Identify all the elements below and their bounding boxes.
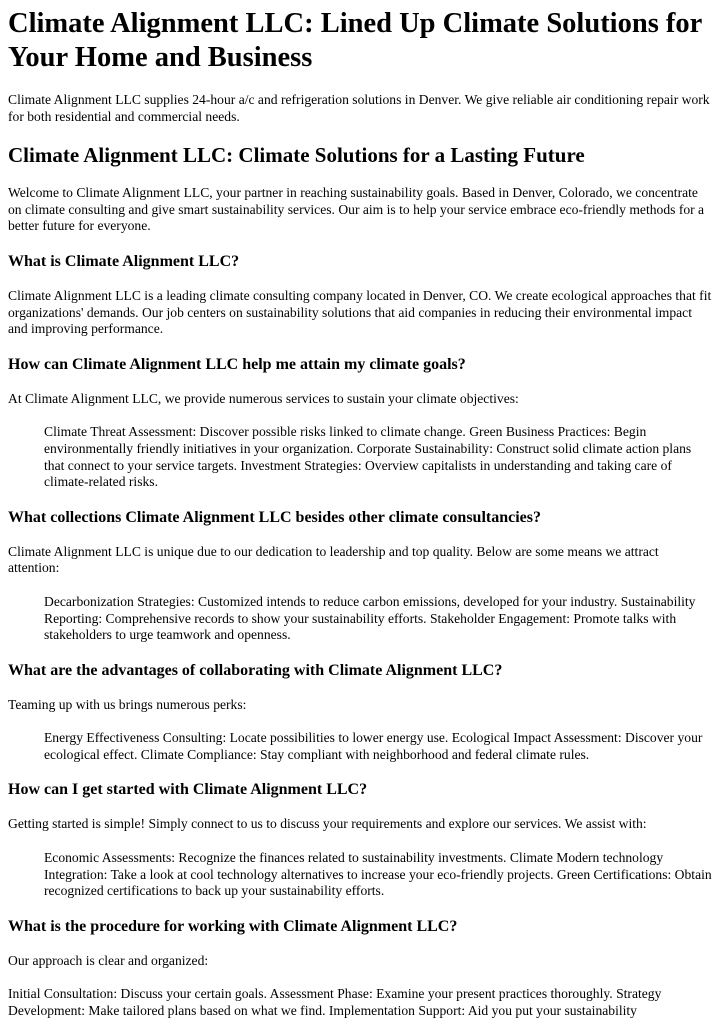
section-heading-get-started: How can I get started with Climate Alignment LLC? [8,781,368,799]
welcome-paragraph: Welcome to Climate Alignment LLC, your partner in reaching sustainability goals. Based in Denver, Colorado, we concentrate on climate consulting and give smart sustainability services. Our aim is to help your service embrace eco-friendly methods for a better future for everyone. [8,185,705,234]
section-paragraph-get-started: Getting started is simple! Simply connect to us to discuss your requirements and explore our services. We assist with: [8,816,647,832]
section-quote-advantages: Energy Effectiveness Consulting: Locate possibilities to lower energy use. Ecological Impact Assessment: Discover your ecological effect. Climate Compliance: Stay compliant with neighborhood and federal climate rules. [44,730,703,762]
section-heading-goals: How can Climate Alignment LLC help me attain my climate goals? [8,355,466,373]
section-heading-procedure: What is the procedure for working with Climate Alignment LLC? [8,917,458,935]
subtitle-heading: Climate Alignment LLC: Climate Solutions for a Lasting Future [8,143,585,168]
intro-paragraph: Climate Alignment LLC supplies 24-hour a/c and refrigeration solutions in Denver. We give reliable air conditioning repair work for both residential and commercial needs. [8,92,710,124]
section-paragraph-procedure: Our approach is clear and organized: [8,952,209,968]
section-quote-unique: Decarbonization Strategies: Customized intends to reduce carbon emissions, developed for your industry. Sustainability Reporting: Comprehensive records to show your sustainability efforts. Stakeholder Engagement: Promote talks with stakeholders to urge teamwork and openness. [44,593,696,643]
section-paragraph-goals: At Climate Alignment LLC, we provide numerous services to sustain your climate objectives: [8,390,519,406]
section-heading-unique: What collections Climate Alignment LLC besides other climate consultancies? [8,508,541,526]
section-heading-what-is: What is Climate Alignment LLC? [8,252,240,270]
section-quote-get-started: Economic Assessments: Recognize the finances related to sustainability investments. Climate Modern technology Integration: Take a look at cool technology alternatives to increase your eco-friendly projects. Green Certifications: Obtain recognized certifications to back up your sustainability efforts. [44,850,712,899]
procedure-steps-paragraph: Initial Consultation: Discuss your certain goals. Assessment Phase: Examine your present practices thoroughly. Strategy Development: Make tailored plans based on what we find. Implementation Support: Aid you put your sustainability [8,986,662,1019]
article [0,7,720,1020]
section-paragraph-what-is: Climate Alignment LLC is a leading climate consulting company located in Denver, CO. We create ecological approaches that fit organizations' demands. Our job centers on sustainability solutions that aid companies in reducing their environmental impact and improving performance. [8,287,712,337]
section-quote-goals: Climate Threat Assessment: Discover possible risks linked to climate change. Green Business Practices: Begin environmentally friendly initiatives in your organization. Corporate Sustainability: Construct solid climate action plans that connect to your service targets. Investment Strategies: Overview capitalists in understanding and taking care of climate-related risks. [44,424,692,490]
section-paragraph-advantages: Teaming up with us brings numerous perks: [8,696,247,712]
page-title: Climate Alignment LLC: Lined Up Climate Solutions for Your Home and Business [8,8,702,73]
section-paragraph-unique: Climate Alignment LLC is unique due to our dedication to leadership and top quality. Below are some means we attract attention: [8,543,659,576]
section-heading-advantages: What are the advantages of collaborating with Climate Alignment LLC? [8,661,503,679]
